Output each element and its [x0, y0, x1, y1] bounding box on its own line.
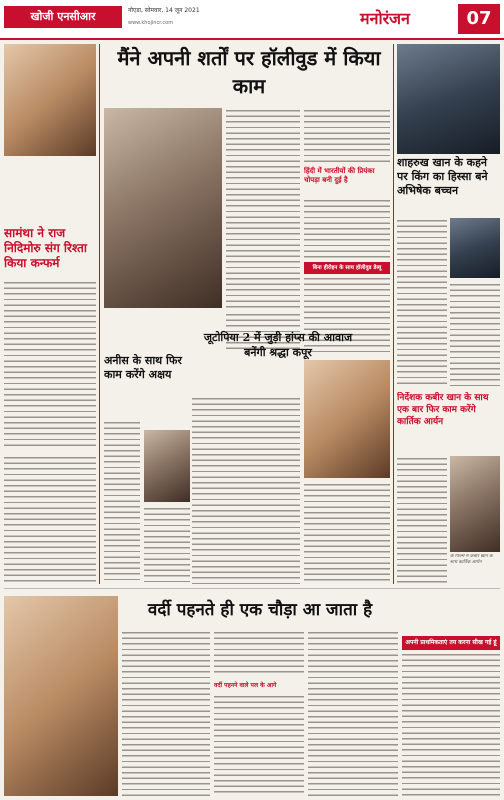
samantha-photo [4, 44, 96, 156]
sidebar-heading: हिंदी में भारतीयों की प्रियंका चोपड़ा बनी दुई है [304, 166, 375, 184]
main-story-col2 [304, 108, 390, 162]
akshay-photo [144, 430, 190, 502]
bottom-headline: वर्दी पहनते ही एक चौड़ा आ जाता है [147, 600, 373, 620]
sidebar-body [304, 198, 390, 258]
kartik-body [397, 456, 447, 584]
samantha-headline: सामंथा ने राज निदिमोरु संग रिश्ता किया कन्फर्म [4, 226, 87, 270]
kartik-caption: के फिल्म में कबीर खान के साथ कार्तिक आर्यन [450, 554, 493, 565]
section-title: मनोरंजन [360, 9, 410, 28]
column-divider-right [393, 44, 394, 584]
kartik-photo [450, 456, 500, 552]
main-headline: मैंने अपनी शर्तों पर हॉलीवुड में किया काम [117, 46, 381, 98]
bottom-col3 [308, 630, 398, 796]
deepika-photo [104, 108, 222, 308]
column-divider [99, 44, 100, 584]
shraddha-body-2 [304, 482, 390, 584]
subline: www.khojincr.com [128, 20, 174, 26]
shraddha-photo [304, 360, 390, 478]
bottom-photo [4, 596, 118, 796]
section-divider [4, 588, 500, 589]
akshay-headline: अनीस के साथ फिर काम करेंगे अक्षय [104, 354, 182, 381]
main-story-col1 [226, 108, 300, 308]
dateline: नोएडा, सोमवार, 14 जून 2021 [128, 7, 200, 14]
abhishek-body [397, 218, 447, 388]
brand-logo: खोजी एनसीआर [4, 6, 122, 28]
akshay-body-2 [144, 506, 190, 584]
box-heading: बिना हीरोइन के साथ हॉलीवुड डेब्यू [304, 262, 390, 274]
red-box-body [402, 652, 500, 796]
page-number: 07 [458, 4, 500, 34]
bottom-col2-b [214, 694, 304, 796]
abhishek-headline: शाहरुख खान के कहने पर किंग का हिस्सा बने अभिषेक बच्चन [397, 156, 488, 197]
kartik-headline: निर्देशक कबीर खान के साथ एक बार फिर काम करेंगे कार्तिक आर्यन [397, 393, 489, 427]
masthead [0, 0, 504, 40]
srk-photo [450, 218, 500, 278]
shraddha-body [192, 396, 300, 584]
bottom-col1 [122, 630, 210, 796]
abhishek-photo [397, 44, 500, 154]
bottom-subheading: वर्दी पहनने वाले पल के आगे [214, 682, 277, 689]
samantha-body-text [4, 280, 96, 450]
akshay-body [104, 420, 140, 584]
red-box-title: अपनी प्राथमिकताएं तय करना सीख गई हूं [402, 636, 500, 650]
left-body-text-2 [4, 455, 96, 585]
bottom-col2 [214, 630, 304, 676]
shraddha-headline: जूटोपिया 2 में जुड़ी हांप्स की आवाज बनेंगी श्रद्धा कपूर [203, 331, 353, 359]
abhishek-body-2 [450, 282, 500, 388]
